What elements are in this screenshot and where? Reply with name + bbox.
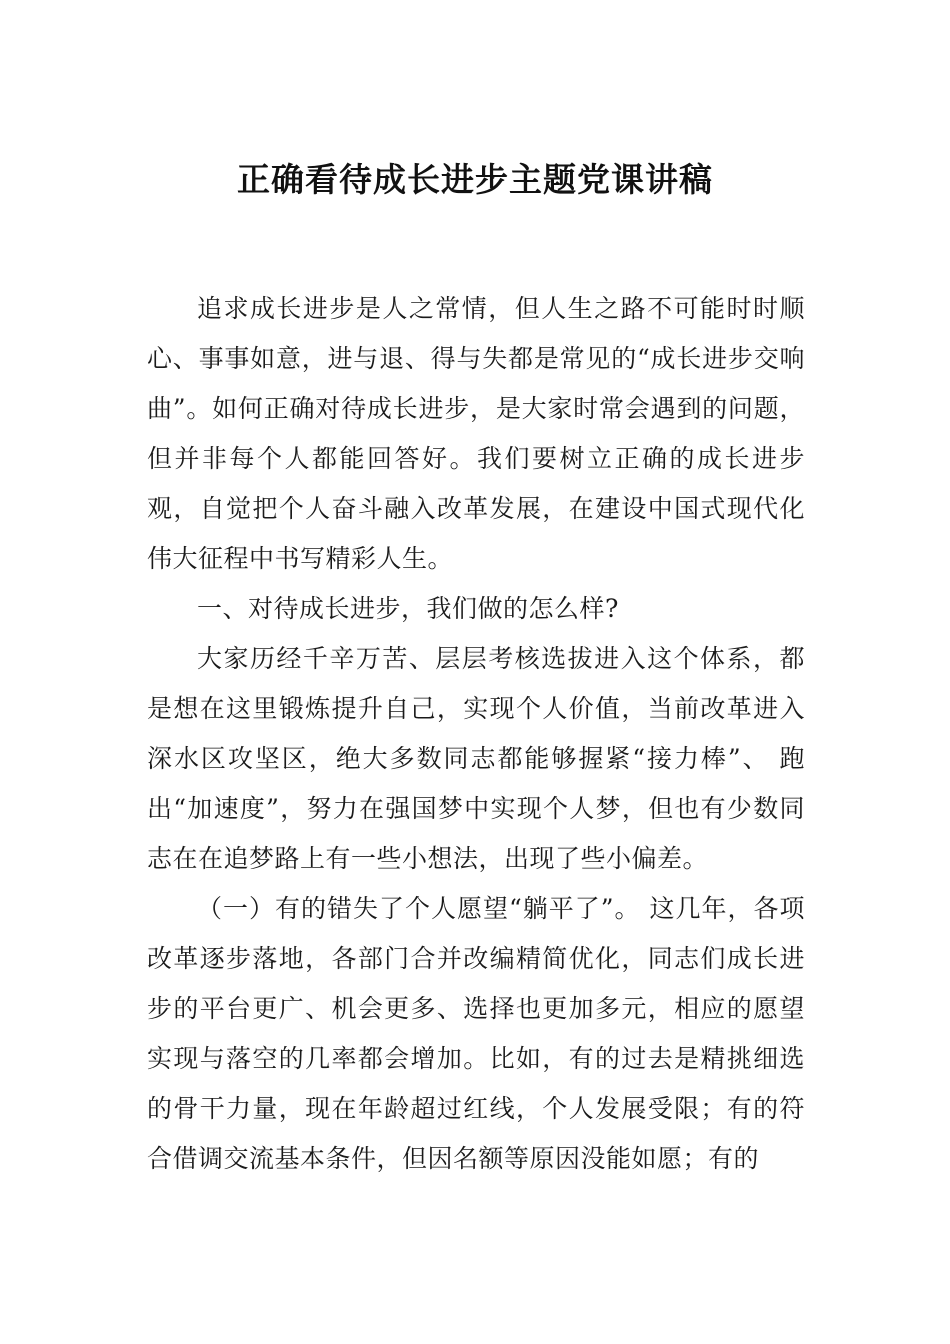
- document-body: [147, 284, 805, 1184]
- page-title: 正确看待成长进步主题党课讲稿: [237, 160, 713, 199]
- section-heading-1: 一、对待成长进步，我们做的怎么样?: [197, 594, 619, 623]
- paragraph-subsection-1: （一）有的错失了个人愿望“躺平了”。 这几年，各项改革逐步落地，各部门合并改编精简优化，同志们成长进步的平台更广、机会更多、选择也更加多元，相应的愿望实现与落空的几率都会增加。比如，有的过去是精挑细选的骨干力量，现在年龄超过红线，个人发展受限；有的符合借调交流基本条件，但因名额等原因没能如愿；有的: [147, 894, 805, 1173]
- paragraph-intro: 追求成长进步是人之常情，但人生之路不可能时时顺心、事事如意，进与退、得与失都是常见的“成长进步交响曲”。如何正确对待成长进步，是大家时常会遇到的问题，但并非每个人都能回答好。我们要树立正确的成长进步观，自觉把个人奋斗融入改革发展，在建设中国式现代化伟大征程中书写精彩人生。: [147, 294, 805, 573]
- paragraph-section-1: 大家历经千辛万苦、层层考核选拔进入这个体系，都是想在这里锻炼提升自己，实现个人价值，当前改革进入深水区攻坚区，绝大多数同志都能够握紧“接力棒”、 跑出“加速度”，努力在强国梦中实现个人梦，但也有少数同志在在追梦路上有一些小想法，出现了些小偏差。: [147, 644, 805, 873]
